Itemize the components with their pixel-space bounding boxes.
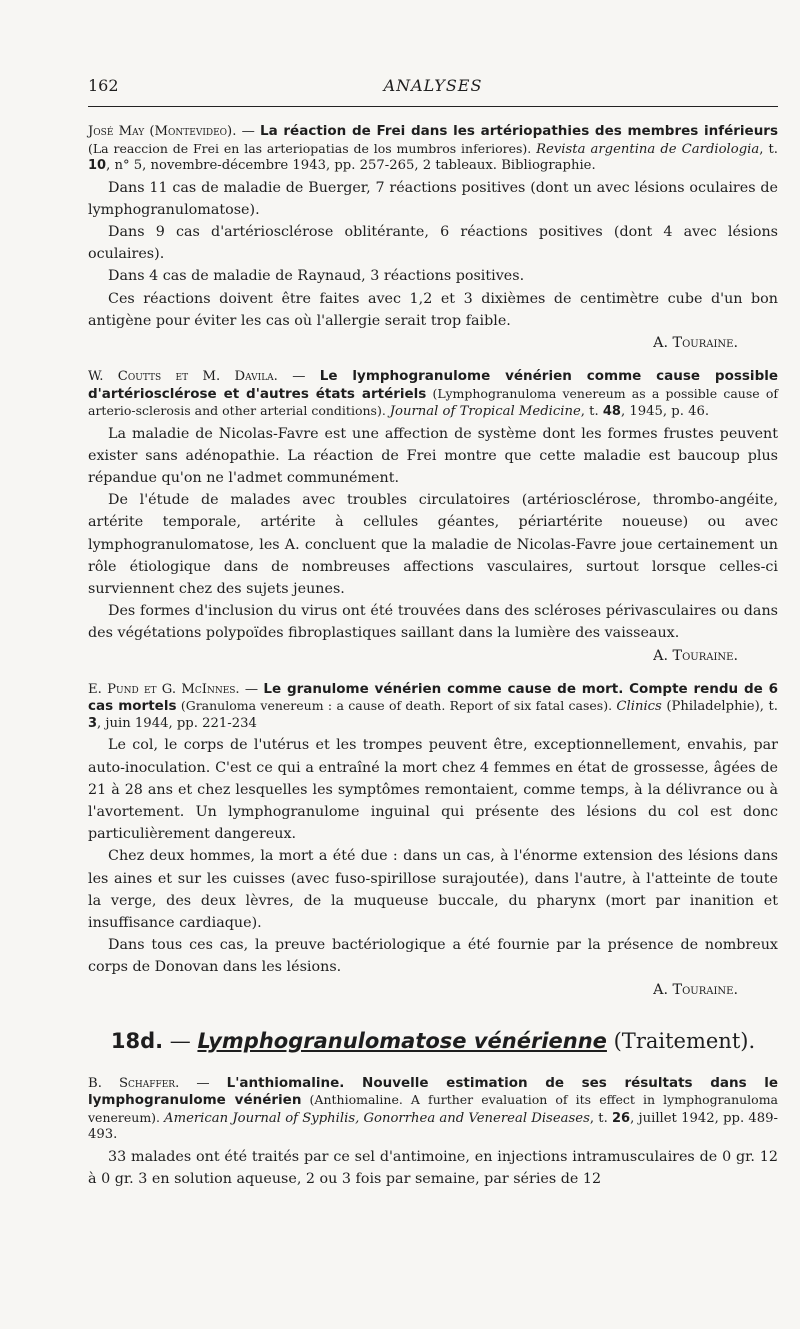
author: E. Pund et G. McInnes.	[88, 681, 240, 697]
paragraph: Des formes d'inclusion du virus ont été trouvées dans des scléroses périvasculaires ou dans des végétations polypoïdes fibroplastiques saillant dans la lumière des vaisseaux.	[88, 603, 778, 642]
journal-name: Journal of Tropical Medicine	[389, 404, 581, 420]
section-topic: Lymphogranulomatose vénérienne	[197, 1028, 607, 1053]
page-number: 162	[88, 76, 119, 95]
abstract-entry	[88, 123, 778, 354]
volume: 3	[88, 715, 98, 731]
header-rule	[88, 106, 778, 107]
running-head: ANALYSES	[383, 76, 483, 95]
abstract-entry	[88, 1075, 778, 1190]
paragraph: De l'étude de malades avec troubles circulatoires (artériosclérose, thrombo-angéite, artérite temporale, artérite à cellules géantes, périartérite noueuse) ou avec lymphogranulomatose, les A. concluent que la maladie de Nicolas-Favre joue certainement un rôle étiologique dans de nombreuses affections vasculaires, surtout lorsque celles-ci surviennent chez des sujets jeunes.	[88, 492, 778, 598]
page-header	[88, 74, 778, 102]
original-title: (Anthiomaline. A further evaluation of its effect in lymphogranuloma venereum).	[88, 1092, 779, 1125]
section-subtitle: (Traitement).	[606, 1028, 756, 1053]
abstract-entry	[88, 681, 778, 1001]
signature: A. Touraine.	[653, 334, 738, 351]
signature: A. Touraine.	[653, 981, 738, 998]
volume: 26	[612, 1110, 631, 1126]
journal-name: Clinics	[616, 699, 662, 715]
author: B. Schaffer.	[88, 1075, 180, 1091]
abstract-entry	[88, 368, 778, 667]
signature: A. Touraine.	[653, 647, 738, 664]
volume: 48	[602, 404, 621, 420]
citation-details: , juin 1944, pp. 221-234	[97, 715, 257, 731]
article-title: La réaction de Frei dans les artériopathies des membres inférieurs	[259, 123, 778, 139]
page	[88, 74, 778, 1204]
paragraph: Dans 4 cas de maladie de Raynaud, 3 réactions positives.	[108, 268, 525, 285]
section-number: 18d.	[110, 1028, 164, 1053]
paragraph: Le col, le corps de l'utérus et les trompes peuvent être, exceptionnellement, envahis, par auto-inoculation. C'est ce qui a entraîné la mort chez 4 femmes en état de grossesse, âgées de 21 à 28 ans et chez lesquelles les symptômes remontaient, comme temps, à la délivrance ou à l'avortement. Un lymphogranulome inguinal qui présente des lésions du col est donc particulièrement dangereux.	[88, 737, 778, 843]
author: W. Coutts et M. Davila.	[88, 369, 278, 385]
original-title: (Granuloma venereum : a cause of death. Report of six fatal cases).	[176, 698, 617, 714]
citation: E. Pund et G. McInnes. — Le granulome vénérien comme cause de mort. Compte rendu de 6 cas mortels (Granuloma venereum : a cause of death. Report of six fatal cases). Clinics (Philadelphie), t. 3, juin 1944, pp. 221-234	[88, 680, 778, 731]
paragraph: Ces réactions doivent être faites avec 1,2 et 3 dixièmes de centimètre cube d'un bon antigène pour éviter les cas où l'allergie serait trop faible.	[88, 290, 778, 329]
paragraph: Dans 11 cas de maladie de Buerger, 7 réactions positives (dont un avec lésions oculaires de lymphogranulomatose).	[88, 179, 778, 218]
author: José May (Montevideo).	[88, 124, 237, 139]
paragraph: La maladie de Nicolas-Favre est une affection de système dont les formes frustes peuvent exister sans adénopathie. La réaction de Frei montre que cette maladie est baucoup plus répandue qu'on ne l'admet communément.	[88, 425, 778, 487]
citation-details: , n° 5, novembre-décembre 1943, pp. 257-265, 2 tableaux. Bibliographie.	[106, 158, 596, 173]
citation-details: , juillet 1942, pp. 489-493.	[88, 1110, 778, 1143]
section-heading: 18d. — Lymphogranulomatose vénérienne (Traitement).	[110, 1028, 756, 1053]
journal-name: Revista argentina de Cardiologia	[536, 141, 760, 157]
paragraph: 33 malades ont été traités par ce sel d'antimoine, en injections intramusculaires de 0 gr. 12 à 0 gr. 3 en solution aqueuse, 2 ou 3 fois par semaine, par séries de 12	[88, 1148, 778, 1187]
citation-details: , 1945, p. 46.	[620, 404, 710, 420]
article-title: Le lymphogranulome vénérien comme cause possible d'artériosclérose et d'autres états artériels	[88, 368, 779, 402]
original-title: (Lymphogranuloma venereum as a possible cause of arterio-sclerosis and other arterial conditions).	[88, 385, 778, 419]
original-title: (La reaccion de Frei en las arteriopatias de los mumbros inferiores).	[88, 140, 537, 156]
paragraph: Dans tous ces cas, la preuve bactériologique a été fournie par la présence de nombreux corps de Donovan dans les lésions.	[88, 937, 778, 976]
article-title: L'anthiomaline. Nouvelle estimation de ses résultats dans le lymphogranulome vénérien	[88, 1074, 778, 1109]
journal-name: American Journal of Syphilis, Gonorrhea and Venereal Diseases	[164, 1110, 590, 1126]
citation: B. Schaffer. — L'anthiomaline. Nouvelle estimation de ses résultats dans le lymphogranulome vénérien (Anthiomaline. A further evaluation of its effect in lymphogranuloma venereum). American Journal of Syphilis, Gonorrhea and Venereal Diseases, t. 26, juillet 1942, pp. 489-493.	[88, 1074, 779, 1143]
citation: José May (Montevideo). — La réaction de Frei dans les artériopathies des membres inférieurs (La reaccion de Frei en las arteriopatias de los mumbros inferiores). Revista argentina de Cardiologia, t. 10, n° 5, novembre-décembre 1943, pp. 257-265, 2 tableaux. Bibliographie.	[88, 123, 778, 173]
article-title: Le granulome vénérien comme cause de mort. Compte rendu de 6 cas mortels	[88, 680, 778, 715]
volume: 10	[88, 158, 107, 173]
paragraph: Chez deux hommes, la mort a été due : dans un cas, à l'énorme extension des lésions dans les aines et sur les cuisses (avec fuso-spirillose surajoutée), dans l'autre, à l'atteinte de toute la verge, des deux lèvres, de la muqueuse buccale, du pharynx (mort par inanition et insuffisance cardiaque).	[88, 848, 778, 931]
citation: W. Coutts et M. Davila. — Le lymphogranulome vénérien comme cause possible d'artériosclérose et d'autres états artériels (Lymphogranuloma venereum as a possible cause of arterio-sclerosis and other arterial conditions). Journal of Tropical Medicine, t. 48, 1945, p. 46.	[88, 368, 779, 420]
paragraph: Dans 9 cas d'artériosclérose oblitérante, 6 réactions positives (dont 4 avec lésions oculaires).	[88, 223, 778, 263]
